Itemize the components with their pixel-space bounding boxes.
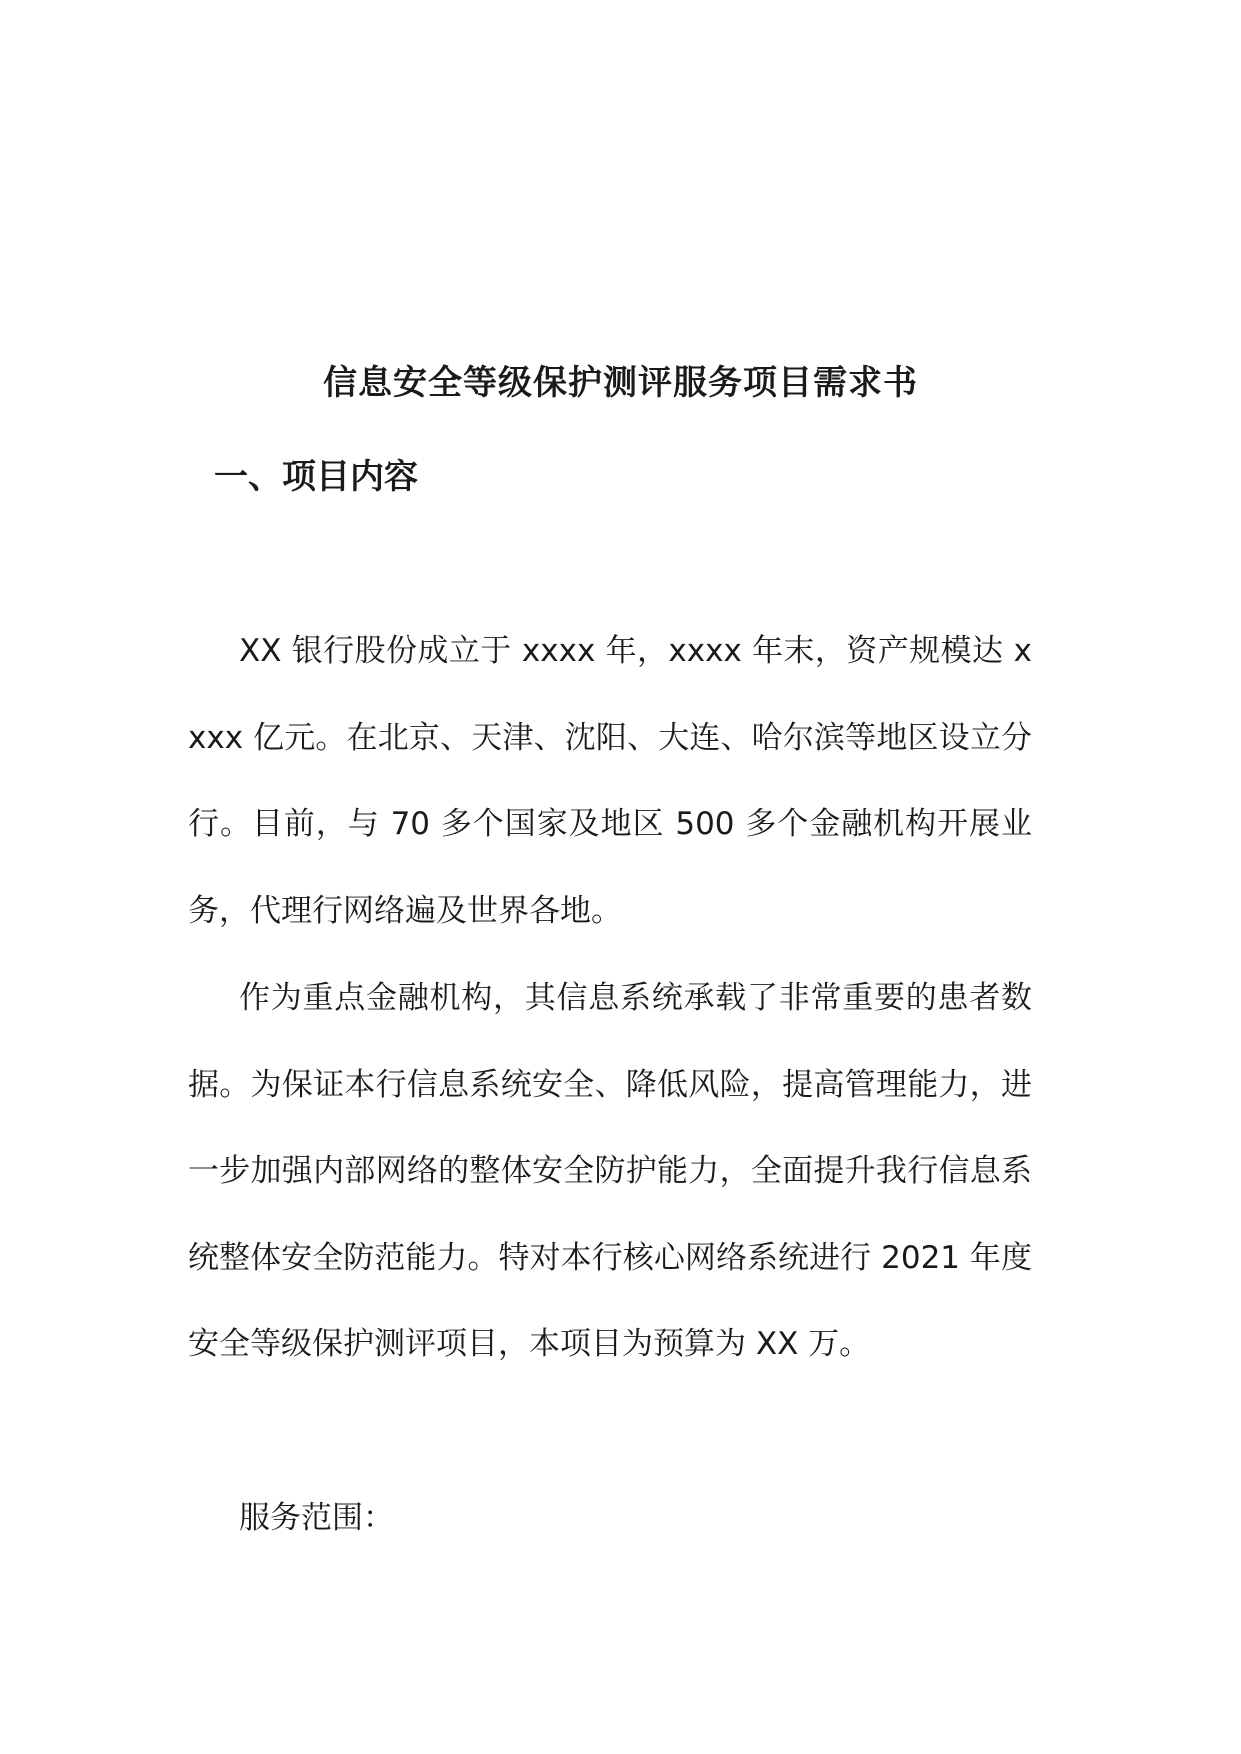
- paragraph-project-purpose: 作为重点金融机构，其信息系统承载了非常重要的患者数据。为保证本行信息系统安全、降低风险，提高管理能力，进一步加强内部网络的整体安全防护能力，全面提升我行信息系统整体安全防范能力。特对本行核心网络系统进行 2021 年度安全等级保护测评项目，本项目为预算为 XX 万。: [188, 980, 1032, 1362]
- paragraph-service-scope: 服务范围：: [239, 1500, 394, 1536]
- paragraph-bank-overview: XX 银行股份成立于 xxxx 年，xxxx 年末，资产规模达 xxxx 亿元。在北京、天津、沈阳、大连、哈尔滨等地区设立分行。目前，与 70 多个国家及地区 500 多个金融机构开展业务，代理行网络遍及世界各地。: [188, 633, 1032, 929]
- section-heading: 一、项目内容: [214, 457, 418, 497]
- document-title: 信息安全等级保护测评服务项目需求书: [323, 363, 918, 403]
